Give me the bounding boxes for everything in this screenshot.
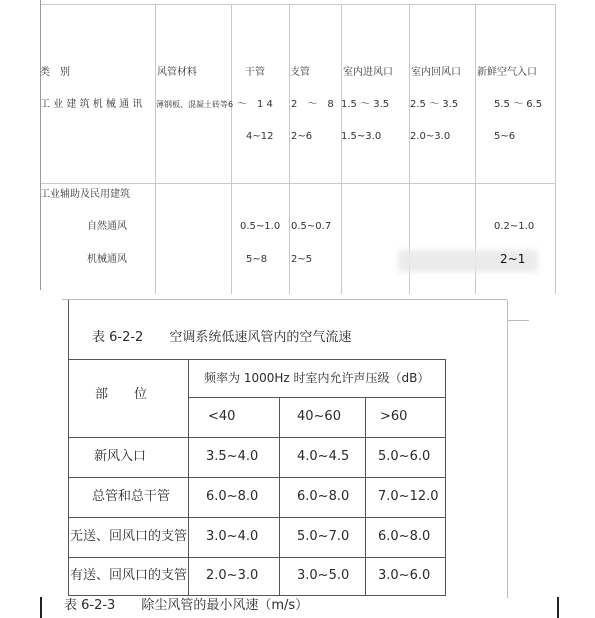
cell-indoor-inlet: 1.5~3.0 [341, 131, 382, 142]
row-part: 无送、回风口的支管 [70, 529, 188, 544]
cell-fresh-air-inlet: 5.5 ～ 6.5 [494, 99, 543, 110]
table-2-col-divider [279, 397, 280, 596]
table-2-page-top-edge [62, 299, 507, 300]
header-level: <40 [208, 409, 236, 424]
table-2-row-divider [68, 437, 445, 438]
row-category: 机械通风 [87, 254, 127, 265]
cell-branch-duct: 2~6 [291, 131, 313, 142]
table-1-right-border [555, 4, 556, 294]
table-1-left-border [40, 0, 41, 290]
row-category: 自然通风 [87, 221, 127, 232]
table-2-row-divider [68, 517, 445, 518]
header-indoor-return: 室内回风口 [411, 67, 461, 78]
page-edge-mark [507, 320, 529, 321]
table-cell: 5.0~7.0 [297, 529, 350, 544]
table-cell: 6.0~8.0 [297, 489, 350, 504]
table-cell: 2.0~3.0 [206, 568, 259, 583]
table-2-left-border [68, 300, 69, 596]
cell-branch-duct: 0.5~0.7 [291, 221, 332, 232]
row-part: 有送、回风口的支管 [70, 568, 188, 583]
table-2-top-border [68, 359, 445, 360]
table-3-right-mark [557, 597, 559, 618]
row-material: 薄钢板、混凝土砖等6 [156, 100, 234, 109]
table-cell: 5.0~6.0 [378, 449, 431, 464]
table-cell: 6.0~8.0 [206, 489, 259, 504]
table-1-col-divider [231, 4, 232, 294]
header-indoor-inlet: 室内进风口 [343, 67, 393, 78]
table-cell: 4.0~4.5 [297, 449, 350, 464]
table-cell: 3.0~6.0 [378, 568, 431, 583]
cell-indoor-return: 2.0~3.0 [410, 131, 451, 142]
cell-branch-duct: 2 ～ 8 [291, 99, 334, 110]
table-2-right-border [445, 359, 446, 596]
table-2-bottom-border [68, 595, 445, 596]
table-1-col-divider [341, 4, 342, 294]
header-frequency: 频率为 1000Hz 时室内允许声压级（dB） [204, 371, 430, 385]
row-category: 工 业 建 筑 机 械 通 讯 [40, 99, 143, 110]
cell-main-duct: 4~12 [246, 131, 274, 142]
table-1-row-divider [40, 183, 555, 184]
table-2-row-divider [68, 557, 445, 558]
table-1-col-divider [289, 4, 290, 294]
row-part: 新风入口 [94, 449, 147, 464]
table-cell: 6.0~8.0 [378, 529, 431, 544]
header-level: 40~60 [297, 409, 341, 424]
cell-fresh-air-inlet: 5~6 [494, 131, 516, 142]
header-category: 类 别 [40, 67, 70, 78]
table-1-top-border [40, 4, 555, 5]
table-cell: 3.5~4.0 [206, 449, 259, 464]
header-branch-duct: 支管 [290, 67, 310, 78]
cell-indoor-return: 2.5 ～ 3.5 [410, 99, 459, 110]
table-2-header-divider [188, 397, 445, 398]
header-main-duct: 干管 [245, 67, 265, 78]
header-part: 部 位 [95, 387, 148, 402]
table-3-caption: 表 6-2-3 除尘风管的最小风速（m/s） [64, 598, 309, 613]
table-1-col-divider [155, 4, 156, 294]
cell-main-duct: 5~8 [246, 254, 268, 265]
row-part: 总管和总干管 [92, 489, 171, 504]
cell-branch-duct: 2~5 [291, 254, 313, 265]
cell-main-duct: 0.5~1.0 [240, 221, 281, 232]
header-material: 风管材料 [157, 67, 197, 78]
table-cell: 3.0~4.0 [206, 529, 259, 544]
table-cell: 7.0~12.0 [378, 489, 439, 504]
cell-fresh-air-inlet: 2~1 [500, 252, 526, 266]
row-category: 工业辅助及民用建筑 [40, 189, 130, 200]
header-level: >60 [380, 409, 408, 424]
table-3-left-mark [40, 597, 42, 618]
table-2-col-divider [365, 397, 366, 596]
table-cell: 3.0~5.0 [297, 568, 350, 583]
page-edge-right [507, 300, 508, 598]
table-2-col-divider [188, 359, 189, 596]
cell-fresh-air-inlet: 0.2~1.0 [494, 221, 535, 232]
table-2-caption: 表 6-2-2 空调系统低速风管内的空气流速 [92, 330, 352, 345]
cell-main-duct: ～ 1 4 [237, 99, 273, 110]
cell-indoor-inlet: 1.5 ～ 3.5 [341, 99, 390, 110]
table-2-row-divider [68, 477, 445, 478]
header-fresh-air-inlet: 新鲜空气入口 [477, 67, 537, 78]
